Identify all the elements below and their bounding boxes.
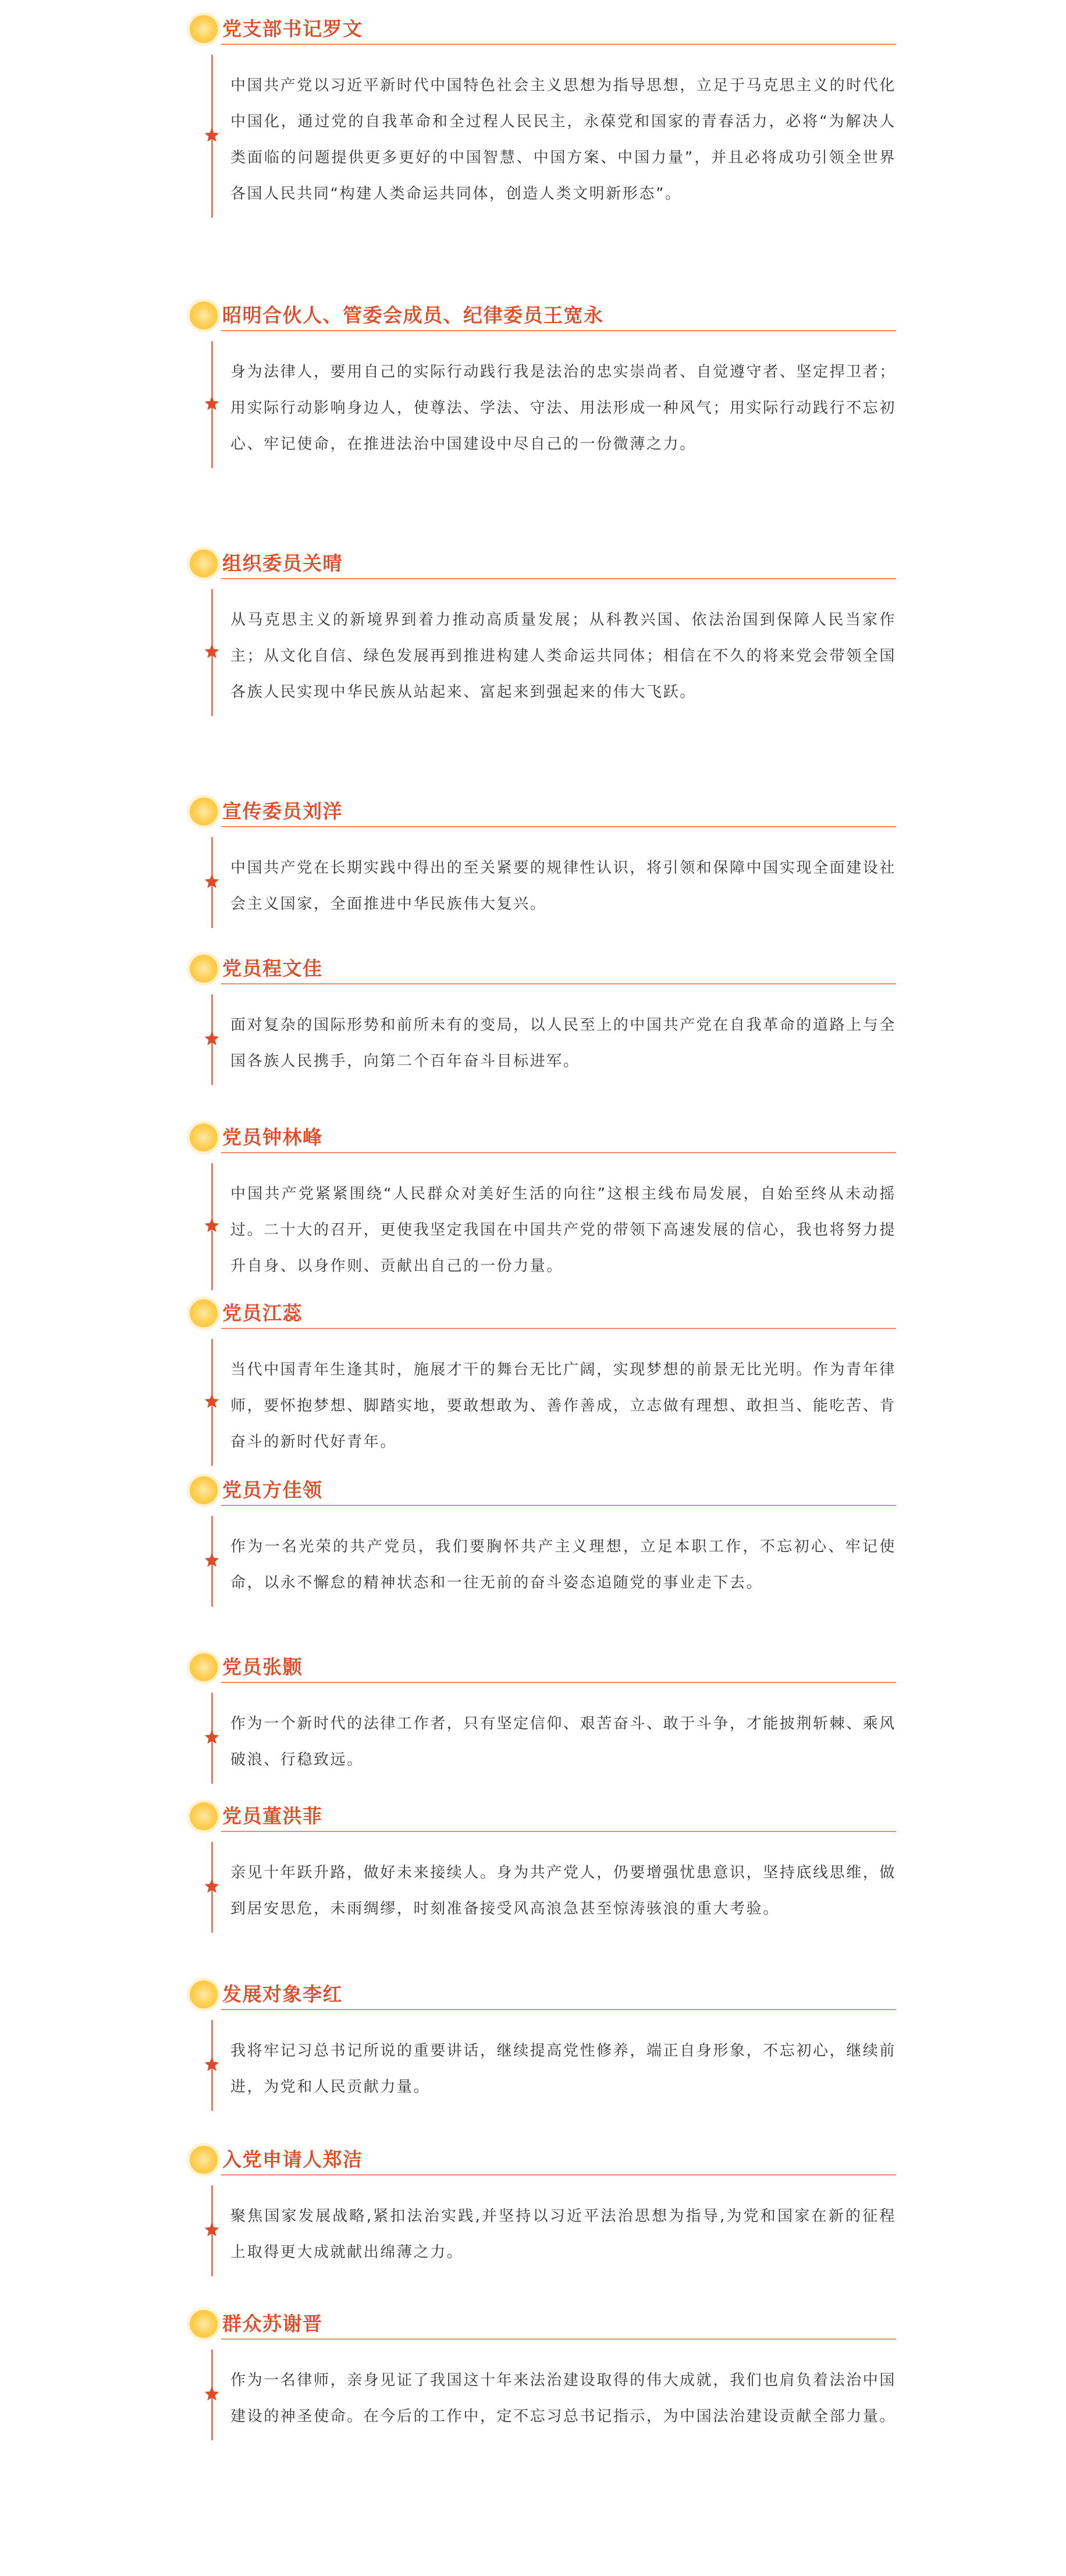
entry xyxy=(186,12,896,218)
entry xyxy=(186,1650,896,1784)
entry-body xyxy=(186,1163,896,1290)
entry-text: 从马克思主义的新境界到着力推动高质量发展；从科教兴国、依法治国到保障人民当家作主；从文化自信、绿色发展再到推进构建人类命运共同体；相信在不久的将来党会带领全国各族人民实现中华民族从站起来、富起来到强起来的伟大飞跃。 xyxy=(230,611,897,701)
title-underline xyxy=(221,2338,896,2340)
star-icon xyxy=(204,1878,220,1894)
entry-name: 党员方佳领 xyxy=(222,1479,323,1501)
title-underline xyxy=(221,2174,896,2175)
entry-name: 党支部书记罗文 xyxy=(222,17,363,40)
star-icon xyxy=(204,1393,220,1409)
entry-header xyxy=(186,1650,896,1693)
star-icon xyxy=(204,395,220,412)
title-underline xyxy=(221,1831,896,1832)
star-icon xyxy=(204,873,220,890)
title-underline xyxy=(221,1152,896,1153)
entry-body xyxy=(186,2350,896,2440)
star-icon xyxy=(204,1729,220,1745)
entry-header xyxy=(186,1799,896,1842)
entry xyxy=(186,2142,896,2276)
entry-body xyxy=(186,1339,896,1466)
sun-icon xyxy=(186,2306,221,2341)
entry-name: 党员钟林峰 xyxy=(222,1126,323,1149)
star-icon xyxy=(204,2221,220,2238)
entry-body xyxy=(186,1516,896,1607)
entry-body xyxy=(186,837,896,928)
entry-header xyxy=(186,546,896,589)
entry xyxy=(186,546,896,716)
entry-text: 中国共产党以习近平新时代中国特色社会主义思想为指导思想，立足于马克思主义的时代化中国化，通过党的自我革命和全过程人民民主，永葆党和国家的青春活力，必将“为解决人类面临的问题提供更多更好的中国智慧、中国方案、中国力量”，并且必将成功引领全世界各国人民共同“构建人类命运共同体，创造人类文明新形态”。 xyxy=(230,77,897,203)
entry-header xyxy=(186,1473,896,1516)
sun-icon xyxy=(186,1120,221,1155)
entry-name: 党员江蕊 xyxy=(222,1302,303,1324)
title-underline xyxy=(221,44,896,45)
title-underline xyxy=(221,826,896,827)
entry-header xyxy=(186,298,896,341)
entry-body xyxy=(186,55,896,218)
entry-text: 作为一个新时代的法律工作者，只有坚定信仰、艰苦奋斗、敢于斗争，才能披荆斩棘、乘风破浪、行稳致远。 xyxy=(230,1715,897,1769)
sun-icon xyxy=(186,1650,221,1685)
entry-header xyxy=(186,2306,896,2350)
title-underline xyxy=(221,1682,896,1683)
sun-icon xyxy=(186,951,221,986)
entry-text: 面对复杂的国际形势和前所未有的变局，以人民至上的中国共产党在自我革命的道路上与全国各族人民携手，向第二个百年奋斗目标进军。 xyxy=(230,1016,897,1070)
entry xyxy=(186,1473,896,1607)
entry-text: 亲见十年跃升路，做好未来接续人。身为共产党人，仍要增强忧患意识，坚持底线思维，做到居安思危，未雨绸缪，时刻准备接受风高浪急甚至惊涛骇浪的重大考验。 xyxy=(230,1864,897,1918)
entry-text: 身为法律人，要用自己的实际行动践行我是法治的忠实崇尚者、自觉遵守者、坚定捍卫者；用实际行动影响身边人，使尊法、学法、守法、用法形成一种风气；用实际行动践行不忘初心、牢记使命，在推进法治中国建设中尽自己的一份微薄之力。 xyxy=(230,363,897,453)
entry-body xyxy=(186,2020,896,2111)
entry xyxy=(186,1120,896,1290)
star-icon xyxy=(204,2386,220,2402)
entry-header xyxy=(186,794,896,837)
title-underline xyxy=(221,1505,896,1506)
star-icon xyxy=(204,1217,220,1234)
entry xyxy=(186,1799,896,1933)
entry-body xyxy=(186,589,896,716)
entry-name: 群众苏谢晋 xyxy=(222,2312,323,2335)
entry-text: 中国共产党在长期实践中得出的至关紧要的规律性认识，将引领和保障中国实现全面建设社会主义国家，全面推进中华民族伟大复兴。 xyxy=(230,859,897,913)
entry-body xyxy=(186,341,896,468)
title-underline xyxy=(221,983,896,984)
sun-icon xyxy=(186,298,221,333)
title-underline xyxy=(221,2009,896,2010)
entry xyxy=(186,2306,896,2440)
star-icon xyxy=(204,1030,220,1047)
entry-text: 作为一名律师，亲身见证了我国这十年来法治建设取得的伟大成就，我们也肩负着法治中国建设的神圣使命。在今后的工作中，定不忘习总书记指示，为中国法治建设贡献全部力量。 xyxy=(230,2372,897,2425)
sun-icon xyxy=(186,794,221,829)
entry-body xyxy=(186,994,896,1085)
entry-text: 中国共产党紧紧围绕“人民群众对美好生活的向往”这根主线布局发展，自始至终从未动摇过。二十大的召开，更使我坚定我国在中国共产党的带领下高速发展的信心，我也将努力提升自身、以身作则、贡献出自己的一份力量。 xyxy=(230,1185,897,1275)
entry-header xyxy=(186,1977,896,2020)
entry-header xyxy=(186,12,896,55)
sun-icon xyxy=(186,1977,221,2012)
entry-body xyxy=(186,1693,896,1784)
sun-icon xyxy=(186,546,221,581)
entry-name: 发展对象李红 xyxy=(222,1983,343,2005)
star-icon xyxy=(204,643,220,660)
entry-name: 组织委员关晴 xyxy=(222,552,343,575)
entry-name: 党员董洪菲 xyxy=(222,1805,323,1827)
star-icon xyxy=(204,1552,220,1568)
title-underline xyxy=(221,578,896,579)
entry-text: 聚焦国家发展战略,紧扣法治实践,并坚持以习近平法治思想为指导,为党和国家在新的征程上取得更大成就献出绵薄之力。 xyxy=(230,2208,896,2261)
entry-name: 党员程文佳 xyxy=(222,957,323,980)
star-icon xyxy=(204,2056,220,2072)
entry-text: 当代中国青年生逢其时，施展才干的舞台无比广阔，实现梦想的前景无比光明。作为青年律师，要怀抱梦想、脚踏实地，要敢想敢为、善作善成，立志做有理想、敢担当、能吃苦、肯奋斗的新时代好青年。 xyxy=(230,1361,897,1451)
entry xyxy=(186,1977,896,2111)
sun-icon xyxy=(186,12,221,47)
sun-icon xyxy=(186,1799,221,1834)
sun-icon xyxy=(186,1296,221,1331)
entry-header xyxy=(186,951,896,994)
title-underline xyxy=(221,1328,896,1329)
entry-name: 党员张颢 xyxy=(222,1656,303,1678)
entry-header xyxy=(186,1120,896,1163)
entry xyxy=(186,1296,896,1466)
sun-icon xyxy=(186,1473,221,1508)
star-icon xyxy=(204,127,220,143)
entry xyxy=(186,951,896,1085)
entry-name: 昭明合伙人、管委会成员、纪律委员王宽永 xyxy=(222,304,604,327)
entry xyxy=(186,298,896,468)
entry-header xyxy=(186,1296,896,1339)
entry-body xyxy=(186,1842,896,1933)
sun-icon xyxy=(186,2142,221,2177)
entry-body xyxy=(186,2185,896,2276)
entry-name: 宣传委员刘洋 xyxy=(222,800,343,823)
entry-name: 入党申请人郑洁 xyxy=(222,2148,363,2171)
entry xyxy=(186,794,896,928)
entry-text: 作为一名光荣的共产党员，我们要胸怀共产主义理想，立足本职工作，不忘初心、牢记使命，以永不懈怠的精神状态和一往无前的奋斗姿态追随党的事业走下去。 xyxy=(230,1538,896,1592)
title-underline xyxy=(221,330,896,331)
entry-header xyxy=(186,2142,896,2185)
entry-text: 我将牢记习总书记所说的重要讲话，继续提高党性修养，端正自身形象，不忘初心，继续前进，为党和人民贡献力量。 xyxy=(230,2042,897,2096)
